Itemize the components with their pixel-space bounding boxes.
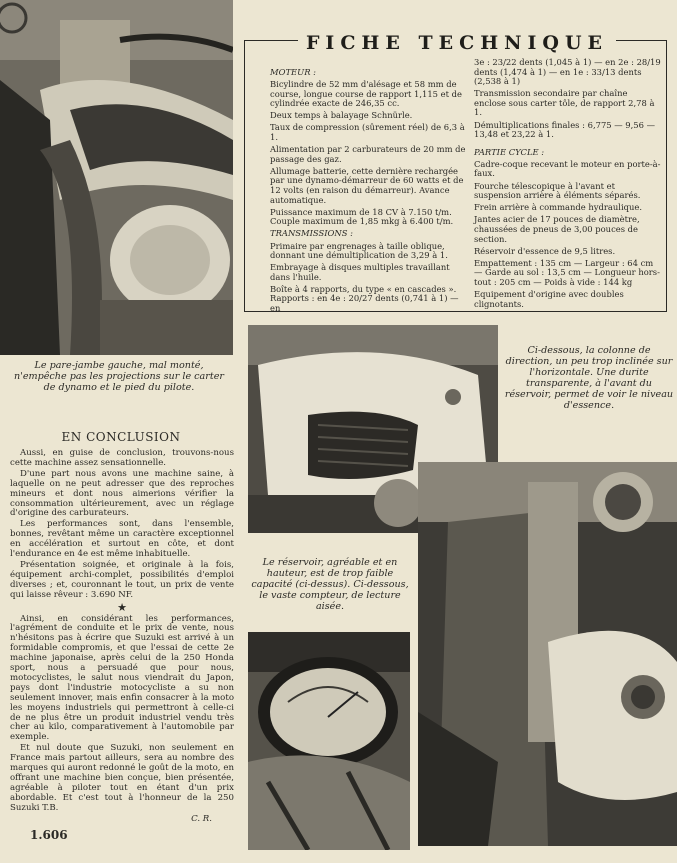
spec-line: Alimentation par 2 carburateurs de 20 mm de passage des gaz. [270, 144, 466, 164]
spec-line: Transmission secondaire par chaîne enclose sous carter tôle, de rapport 2,78 à 1. [474, 88, 655, 118]
moteur-heading: MOTEUR : [270, 67, 316, 77]
conclusion-text [10, 449, 234, 826]
signature: C. R. [191, 813, 212, 824]
spec-line: Embrayage à disques multiples travaillant dans l'huile. [270, 262, 450, 282]
spec-line: Equipement d'origine avec doubles clignotants. [474, 288, 624, 309]
caption-tank: Le réservoir, agréable et en hauteur, est de trop faible capacité (ci-dessus). Ci-dessous, le vaste compteur, de lecture aisée. [251, 557, 409, 612]
speedometer-photo [248, 632, 410, 850]
spec-line: Cadre-coque recevant le moteur en porte-à-faux. [474, 158, 661, 179]
fiche-right-column [474, 58, 662, 312]
spec-line: Puissance maximum de 18 CV à 7.150 t/m. Couple maximum de 1,85 mkg à 6.400 t/m. [270, 206, 454, 227]
spec-line: Fourche télescopique à l'avant et suspension arrière à éléments séparés. [474, 180, 641, 201]
paragraph: Présentation soignée, et originale à la fois, équipement archi-complet, possibilités d'emploi diverses ; et, couronnant le tout, un prix de vente qui laisse rêveur : 3.690 NF. [10, 559, 234, 600]
spec-line: Démultiplications finales : 6,775 — 9,56 — 13,48 et 23,22 à 1. [474, 119, 655, 140]
paragraph: Et nul doute que Suzuki, non seulement en France mais partout ailleurs, sera au nombre des marques qui auront redonné le goût de la moto, en offrant une machine bien conçue, bien présentée, agréable à piloter tout en étant d'un prix abordable. Et c'est tout à l'honneur de la 250 Suzuki T.B. [10, 743, 234, 813]
caption-steering: Ci-dessous, la colonne de direction, un peu trop inclinée sur l'horizontale. Une durite transparente, à l'avant du réservoir, permet de voir le niveau d'essence. [504, 345, 674, 411]
spec-line: Deux temps à balayage Schnürle. [270, 110, 413, 121]
spec-line: Primaire par engrenages à taille oblique, donnant une démultiplication de 3,29 à 1. [270, 240, 448, 261]
conclusion-heading: EN CONCLUSION [61, 430, 181, 444]
spec-line: Taux de compression (sûrement réel) de 6,3 à 1. [270, 122, 465, 143]
page-number: 1.606 [30, 828, 68, 842]
spec-line: Allumage batterie, cette dernière rechargée par une dynamo-démarreur de 60 watts et de 12 volts (en raison du démarreur). Avance automatique. [270, 165, 464, 205]
spec-line: Jantes acier de 17 pouces de diamètre, chaussées de pneus de 3,00 pouces de section. [474, 214, 640, 244]
paragraph: Les performances sont, dans l'ensemble, bonnes, revêtant même un caractère exceptionnel en accélération et surtout en côte, et dont l'endurance en 4e est même inhabituelle. [10, 519, 234, 560]
star-separator: ★ [117, 600, 127, 614]
spec-line: Boîte à 4 rapports, du type « en cascades ». Rapports : en 4e : 20/27 dents (0,741 à 1) — en [270, 283, 459, 314]
spec-line: Bicylindre de 52 mm d'alésage et 58 mm de course, longue course de rapport 1,115 et de cylindrée exacte de 246,35 cc. [270, 79, 462, 109]
spec-line: Empattement : 135 cm — Largeur : 64 cm — Garde au sol : 13,5 cm — Longueur hors-tout : 205 cm — Poids à vide : 144 kg [474, 257, 660, 287]
fiche-left-column [270, 66, 466, 316]
steering-column-photo [418, 462, 677, 846]
transmissions-heading: TRANSMISSIONS : [270, 228, 353, 239]
paragraph: Ainsi, en considérant les performances, l'agrément de conduite et le prix de vente, nous n'hésitons pas à écrire que Suzuki est arrivé à un formidable compromis, et que l'essai de cette 2e machine japonaise, après celui de la 250 Honda sport, nous a persuadé que pour nous, motocyclistes, le salut nous viendrait du Japon, pays dont l'industrie motocycliste a su non seulement innover, mais enfin consacrer à la moto les moyens industriels qui permettront à celle-ci de ne plus être un produit industriel vendu très cher au kilo, comparativement à l'automobile par exemple. [10, 613, 234, 743]
spec-line: Frein arrière à commande hydraulique. [474, 202, 643, 213]
paragraph: Aussi, en guise de conclusion, trouvons-nous cette machine assez sensationnelle. [10, 448, 234, 468]
fiche-title: FICHE TECHNIQUE [252, 32, 662, 54]
caption-moto: Le pare-jambe gauche, mal monté, n'empêche pas les projections sur le carter de dynamo et le pied du pilote. [14, 360, 224, 393]
partie-cycle-heading: PARTIE CYCLE : [474, 146, 545, 157]
paragraph: D'une part nous avons une machine saine, à laquelle on ne peut adresser que des reproches mineurs et dont nous aimerions vérifier la consommation ultérieurement, avec un réglage d'origine des carburateurs. [10, 468, 234, 519]
spec-line: 3e : 23/22 dents (1,045 à 1) — en 2e : 28/19 dents (1,474 à 1) — en 1e : 33/13 dents (2,538 à 1) [474, 57, 661, 87]
motorcycle-photo [0, 0, 233, 355]
spec-line: Réservoir d'essence de 9,5 litres. [474, 245, 616, 256]
